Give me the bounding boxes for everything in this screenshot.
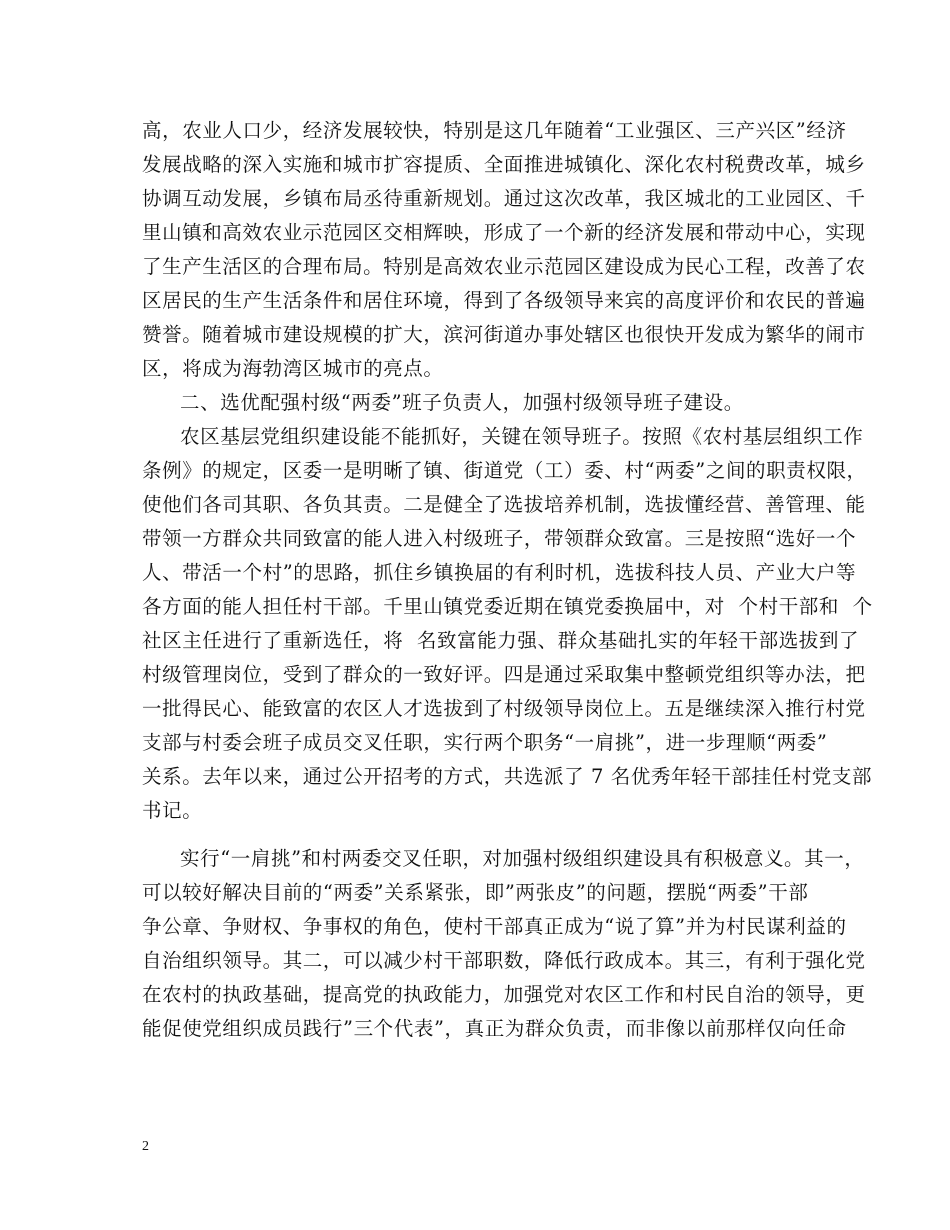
paragraph-1-line-7: 赞誉。随着城市建设规模的扩大，滨河街道办事处辖区也很快开发成为繁华的闹市 xyxy=(142,323,866,346)
paragraph-3-line-6: 能促使党组织成员践行”三个代表”，真正为群众负责，而非像以前那样仅向任命 xyxy=(142,1017,847,1040)
paragraph-1-line-4: 里山镇和高效农业示范园区交相辉映，形成了一个新的经济发展和带动中心，实现 xyxy=(142,221,866,244)
paragraph-2-line-9: 一批得民心、能致富的农区人才选拔到了村级领导岗位上。五是继续深入推行村党 xyxy=(142,697,866,720)
paragraph-3-line-3: 争公章、争财权、争事权的角色，使村干部真正成为“说了算”并为村民谋利益的 xyxy=(142,915,847,938)
paragraph-3-line-4: 自治组织领导。其二，可以减少村干部职数，降低行政成本。其三，有利于强化党 xyxy=(142,949,866,972)
section-heading-2: 二、选优配强村级“两委”班子负责人，加强村级领导班子建设。 xyxy=(180,391,744,414)
paragraph-1-line-2: 发展战略的深入实施和城市扩容提质、全面推进城镇化、深化农村税费改革，城乡 xyxy=(142,153,866,176)
paragraph-3-line-2: 可以较好解决目前的“两委”关系紧张，即”两张皮”的问题，摆脱“两委”干部 xyxy=(142,881,809,904)
paragraph-1-line-6: 区居民的生产生活条件和居住环境，得到了各级领导来宾的高度评价和农民的普遍 xyxy=(142,289,866,312)
paragraph-2-line-1: 农区基层党组织建设能不能抓好，关键在领导班子。按照《农村基层组织工作 xyxy=(180,425,864,448)
paragraph-1-line-8: 区，将成为海勃湾区城市的亮点。 xyxy=(142,357,444,380)
paragraph-2-line-2: 条例》的规定，区委一是明晰了镇、街道党（工）委、村“两委”之间的职责权限， xyxy=(142,459,867,482)
paragraph-2-line-12: 书记。 xyxy=(142,799,203,822)
paragraph-2-line-4: 带领一方群众共同致富的能人进入村级班子，带领群众致富。三是按照“选好一个 xyxy=(142,527,857,550)
paragraph-1-line-3: 协调互动发展，乡镇布局丞待重新规划。通过这次改革，我区城北的工业园区、千 xyxy=(142,187,866,210)
paragraph-2-line-6: 各方面的能人担任村干部。千里山镇党委近期在镇党委换届中，对 个村干部和 个 xyxy=(142,595,873,618)
paragraph-1-line-5: 了生产生活区的合理布局。特别是高效农业示范园区建设成为民心工程，改善了农 xyxy=(142,255,866,278)
paragraph-2-line-7: 社区主任进行了重新选任，将 名致富能力强、群众基础扎实的年轻干部选拔到了 xyxy=(142,629,860,652)
paragraph-1-line-1: 高，农业人口少，经济发展较快，特别是这几年随着“工业强区、三产兴区”经济 xyxy=(142,119,847,142)
paragraph-3-line-5: 在农村的执政基础，提高党的执政能力，加强党对农区工作和村民自治的领导，更 xyxy=(142,983,866,1006)
paragraph-3-line-1: 实行“一肩挑”和村两委交叉任职，对加强村级组织建设具有积极意义。其一， xyxy=(180,847,865,870)
page-number: 2 xyxy=(142,1139,149,1154)
paragraph-2-line-8: 村级管理岗位，受到了群众的一致好评。四是通过采取集中整顿党组织等办法，把 xyxy=(142,663,866,686)
paragraph-2-line-10: 支部与村委会班子成员交叉任职，实行两个职务“一肩挑”，进一步理顺“两委” xyxy=(142,731,828,754)
paragraph-2-line-5: 人、带活一个村”的思路，抓住乡镇换届的有利时机，选拔科技人员、产业大户等 xyxy=(142,561,857,584)
paragraph-2-line-11: 关系。去年以来，通过公开招考的方式，共选派了 7 名优秀年轻干部挂任村党支部 xyxy=(142,765,873,788)
paragraph-2-line-3: 使他们各司其职、各负其责。二是健全了选拔培养机制，选拔懂经营、善管理、能 xyxy=(142,493,866,516)
